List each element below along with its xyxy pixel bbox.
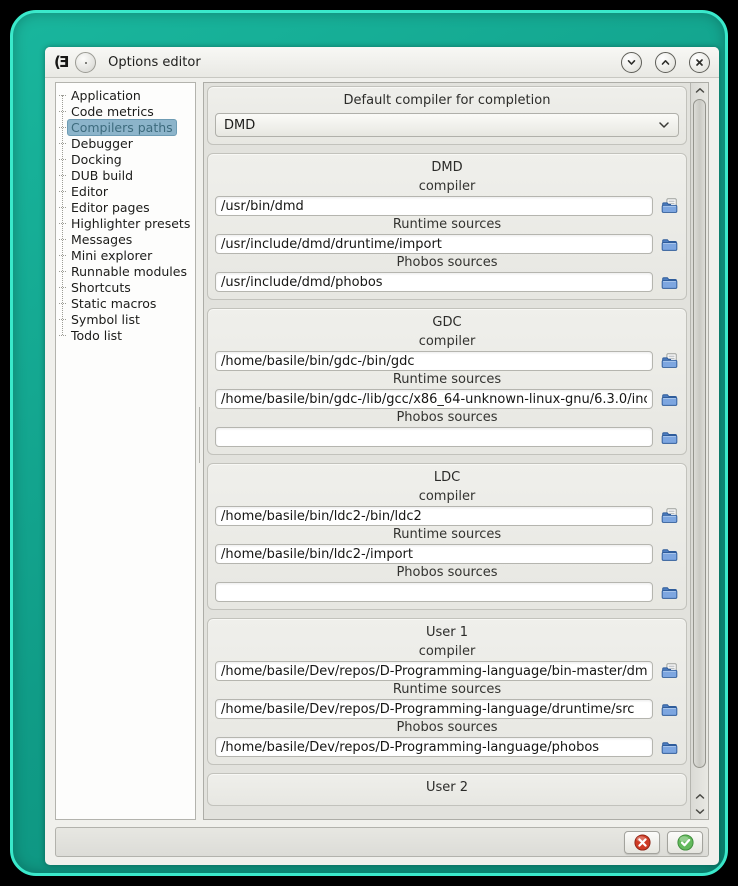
browse-button-dmd-runtime-sources[interactable] xyxy=(659,234,679,254)
maximize-button[interactable] xyxy=(655,52,676,73)
sidebar-item-shortcuts[interactable] xyxy=(59,279,193,295)
sidebar-item-code-metrics[interactable] xyxy=(59,103,193,119)
options-editor-window xyxy=(45,47,719,865)
path-input-dmd-phobos-sources[interactable] xyxy=(215,272,653,292)
scrollbar-track[interactable] xyxy=(691,98,708,789)
sidebar-item-label: Symbol list xyxy=(71,311,140,327)
group-title: Default compiler for completion xyxy=(343,93,551,108)
browse-button-ldc-phobos-sources[interactable] xyxy=(659,582,679,602)
groups-container xyxy=(204,83,690,819)
field-label: compiler xyxy=(418,179,476,194)
sidebar-item-label: Compilers paths xyxy=(67,119,177,136)
browse-button-gdc-runtime-sources[interactable] xyxy=(659,389,679,409)
group-user-2 xyxy=(207,773,687,806)
group-title: User 1 xyxy=(425,625,469,640)
close-icon xyxy=(694,57,705,68)
tree-connector xyxy=(59,303,66,304)
group-title: LDC xyxy=(433,470,461,485)
group-ldc xyxy=(207,463,687,610)
sidebar-item-docking[interactable] xyxy=(59,151,193,167)
field-row-user-1-runtime-sources xyxy=(215,699,679,719)
combobox-value: DMD xyxy=(224,117,256,133)
tree-connector xyxy=(59,223,66,224)
field-row-dmd-phobos-sources xyxy=(215,272,679,292)
sidebar-item-messages[interactable] xyxy=(59,231,193,247)
chevron-up-icon xyxy=(660,57,671,68)
window-titlebar[interactable] xyxy=(45,47,719,78)
scroll-up-button-bottom[interactable] xyxy=(691,789,708,804)
tree-connector xyxy=(59,127,66,128)
field-row-gdc-phobos-sources xyxy=(215,427,679,447)
sidebar-item-label: Todo list xyxy=(71,327,123,343)
sidebar-item-label: Editor xyxy=(71,183,108,199)
field-label: Runtime sources xyxy=(392,217,502,232)
field-label: Runtime sources xyxy=(392,372,502,387)
folder-icon xyxy=(661,429,678,446)
group-title: GDC xyxy=(432,315,462,330)
field-row-ldc-runtime-sources xyxy=(215,544,679,564)
tree-connector xyxy=(59,143,66,144)
path-input-ldc-compiler[interactable] xyxy=(215,506,653,526)
folder-open-file-icon xyxy=(661,353,678,370)
shade-button[interactable] xyxy=(621,52,642,73)
folder-icon xyxy=(661,236,678,253)
sidebar-item-label: Shortcuts xyxy=(71,279,131,295)
tree-connector xyxy=(59,159,66,160)
sidebar-item-application[interactable] xyxy=(59,87,193,103)
sidebar-item-label: DUB build xyxy=(71,167,134,183)
sidebar-item-label: Code metrics xyxy=(71,103,154,119)
group-dmd xyxy=(207,153,687,300)
path-input-ldc-phobos-sources[interactable] xyxy=(215,582,653,602)
group-title: User 2 xyxy=(425,780,469,795)
folder-icon xyxy=(661,546,678,563)
tree-connector xyxy=(59,287,66,288)
chevron-up-icon xyxy=(695,793,705,800)
sidebar-item-editor[interactable] xyxy=(59,183,193,199)
app-logo-icon: (Ǝ xyxy=(54,53,68,71)
group-default-compiler xyxy=(207,86,687,145)
group-user-1 xyxy=(207,618,687,765)
field-row-gdc-compiler xyxy=(215,351,679,371)
sidebar-item-debugger[interactable] xyxy=(59,135,193,151)
vertical-scrollbar[interactable] xyxy=(690,83,708,819)
chevron-down-icon xyxy=(695,808,705,815)
compilers-paths-panel xyxy=(203,82,709,820)
accept-icon xyxy=(677,834,694,851)
sidebar-item-runnable-modules[interactable] xyxy=(59,263,193,279)
folder-icon xyxy=(661,701,678,718)
path-input-user-1-compiler[interactable] xyxy=(215,661,653,681)
field-label: Phobos sources xyxy=(396,720,498,735)
tree-connector xyxy=(59,239,66,240)
scroll-down-button[interactable] xyxy=(691,804,708,819)
tree-connector xyxy=(59,319,66,320)
folder-open-file-icon xyxy=(661,508,678,525)
tree-connector xyxy=(59,175,66,176)
browse-button-ldc-compiler[interactable] xyxy=(659,506,679,526)
field-row-dmd-runtime-sources xyxy=(215,234,679,254)
folder-open-file-icon xyxy=(661,198,678,215)
sidebar-item-static-macros[interactable] xyxy=(59,295,193,311)
folder-icon xyxy=(661,739,678,756)
path-input-dmd-runtime-sources[interactable] xyxy=(215,234,653,254)
path-input-gdc-phobos-sources[interactable] xyxy=(215,427,653,447)
window-menu-button[interactable] xyxy=(75,52,96,73)
browse-button-dmd-phobos-sources[interactable] xyxy=(659,272,679,292)
sidebar-item-dub-build[interactable] xyxy=(59,167,193,183)
sidebar-item-label: Docking xyxy=(71,151,122,167)
field-label: Phobos sources xyxy=(396,410,498,425)
tree-connector xyxy=(59,191,66,192)
field-label: Phobos sources xyxy=(396,255,498,270)
window-title: Options editor xyxy=(108,54,201,70)
field-label: compiler xyxy=(418,334,476,349)
tree-connector xyxy=(59,111,66,112)
browse-button-dmd-compiler[interactable] xyxy=(659,196,679,216)
tree-connector xyxy=(59,255,66,256)
folder-open-file-icon xyxy=(661,663,678,680)
sidebar-item-compilers-paths[interactable] xyxy=(59,119,193,135)
sidebar-item-label: Debugger xyxy=(71,135,133,151)
sidebar-item-label: Application xyxy=(71,87,141,103)
cancel-button[interactable] xyxy=(624,831,660,854)
browse-button-gdc-compiler[interactable] xyxy=(659,351,679,371)
tree-connector xyxy=(59,207,66,208)
browse-button-user-1-compiler[interactable] xyxy=(659,661,679,681)
field-row-gdc-runtime-sources xyxy=(215,389,679,409)
folder-icon xyxy=(661,274,678,291)
field-row-user-1-compiler xyxy=(215,661,679,681)
accept-button[interactable] xyxy=(667,831,703,854)
path-input-gdc-runtime-sources[interactable] xyxy=(215,389,653,409)
field-label: Runtime sources xyxy=(392,682,502,697)
field-label: compiler xyxy=(418,489,476,504)
field-row-ldc-compiler xyxy=(215,506,679,526)
tree-connector xyxy=(59,335,66,336)
sidebar-splitter[interactable] xyxy=(196,82,203,820)
sidebar-item-symbol-list[interactable] xyxy=(59,311,193,327)
browse-button-user-1-runtime-sources[interactable] xyxy=(659,699,679,719)
scrollbar-thumb[interactable] xyxy=(693,99,706,768)
chevron-up-icon xyxy=(695,87,705,94)
window-frame xyxy=(10,10,728,876)
cancel-icon xyxy=(634,834,651,851)
folder-icon xyxy=(661,584,678,601)
tree-connector xyxy=(59,271,66,272)
browse-button-user-1-phobos-sources[interactable] xyxy=(659,737,679,757)
field-row-ldc-phobos-sources xyxy=(215,582,679,602)
chevron-down-icon xyxy=(626,57,637,68)
field-row-user-1-phobos-sources xyxy=(215,737,679,757)
browse-button-gdc-phobos-sources[interactable] xyxy=(659,427,679,447)
sidebar-item-todo-list[interactable] xyxy=(59,327,193,343)
dialog-body xyxy=(45,78,719,825)
folder-icon xyxy=(661,391,678,408)
default-compiler-combobox[interactable] xyxy=(215,113,679,137)
sidebar-item-label: Messages xyxy=(71,231,133,247)
field-label: compiler xyxy=(418,644,476,659)
path-input-dmd-compiler[interactable] xyxy=(215,196,653,216)
dialog-button-bar xyxy=(55,827,709,857)
sidebar-item-label: Static macros xyxy=(71,295,157,311)
path-input-ldc-runtime-sources[interactable] xyxy=(215,544,653,564)
group-title: DMD xyxy=(431,160,463,175)
field-label: Runtime sources xyxy=(392,527,502,542)
field-label: Phobos sources xyxy=(396,565,498,580)
path-input-user-1-runtime-sources[interactable] xyxy=(215,699,653,719)
path-input-user-1-phobos-sources[interactable] xyxy=(215,737,653,757)
path-input-gdc-compiler[interactable] xyxy=(215,351,653,371)
scroll-up-button[interactable] xyxy=(691,83,708,98)
sidebar-item-highlighter-presets[interactable] xyxy=(59,215,193,231)
tree-connector xyxy=(59,95,66,96)
browse-button-ldc-runtime-sources[interactable] xyxy=(659,544,679,564)
sidebar-item-label: Mini explorer xyxy=(71,247,153,263)
close-button[interactable] xyxy=(689,52,710,73)
sidebar-item-mini-explorer[interactable] xyxy=(59,247,193,263)
categories-sidebar xyxy=(55,82,196,820)
sidebar-item-editor-pages[interactable] xyxy=(59,199,193,215)
sidebar-tree xyxy=(59,87,193,343)
field-row-dmd-compiler xyxy=(215,196,679,216)
sidebar-item-label: Runnable modules xyxy=(71,263,187,279)
chevron-down-icon xyxy=(658,121,670,129)
group-gdc xyxy=(207,308,687,455)
sidebar-item-label: Highlighter presets xyxy=(71,215,191,231)
sidebar-item-label: Editor pages xyxy=(71,199,150,215)
